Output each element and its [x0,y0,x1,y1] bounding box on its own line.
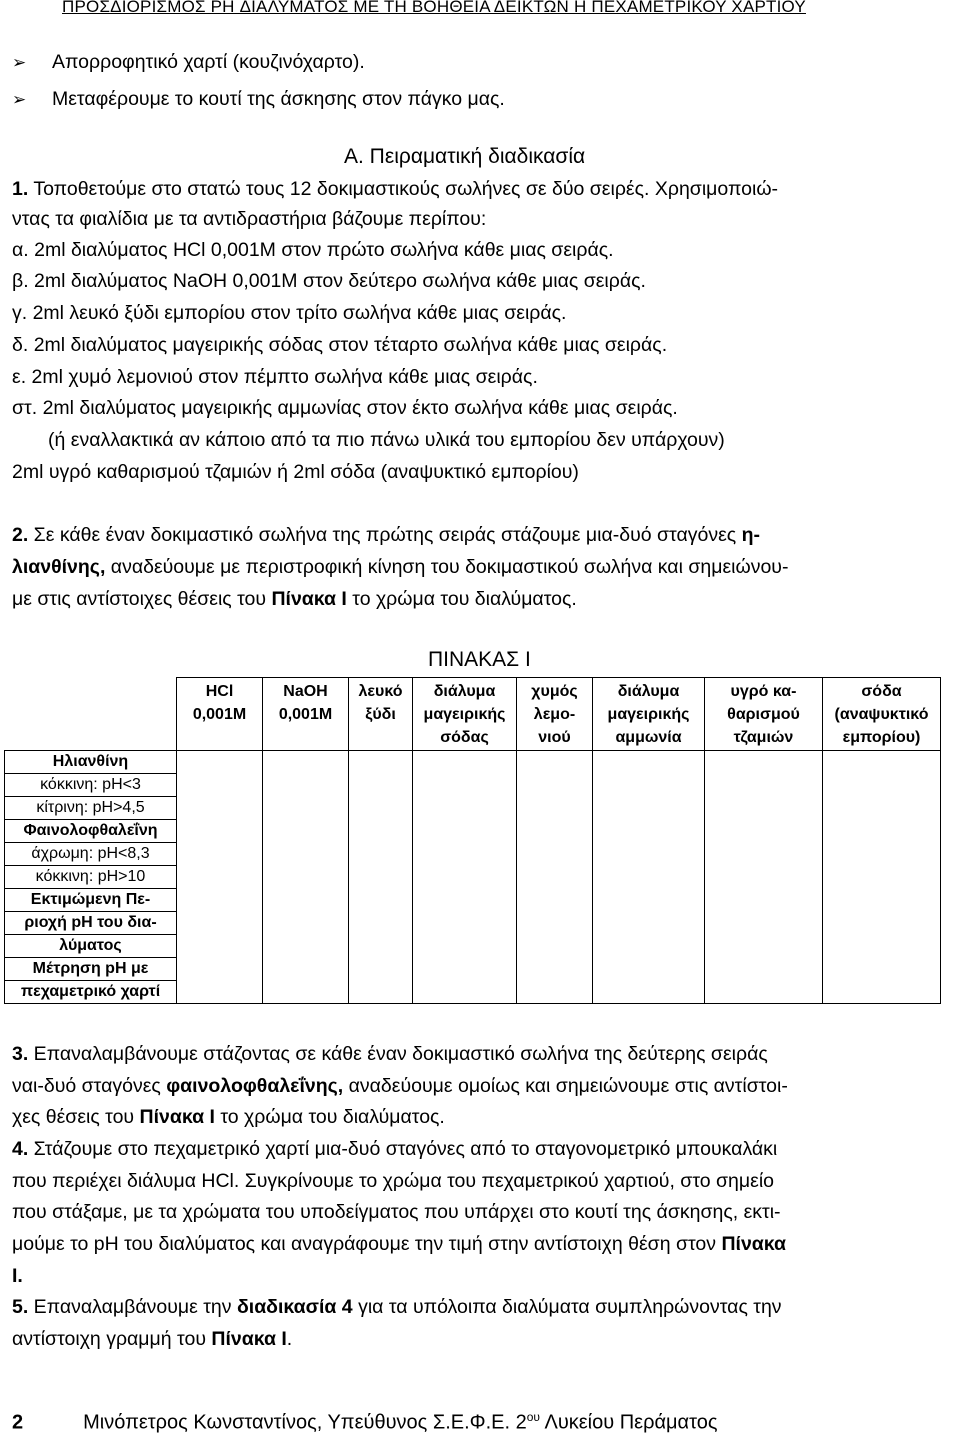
step-text-bold: Πίνακα Ι [271,588,347,610]
table-column-header [705,678,823,751]
page-footer [12,1410,718,1435]
step-number: 4. [12,1138,29,1160]
header-text: χυμός [531,683,578,700]
table-data-cell[interactable] [263,750,349,1003]
header-text: NaOH [283,683,328,700]
step-text: Στάζουμε στο πεχαμετρικό χαρτί μια-δυό σταγόνες από το σταγονομετρικό μπουκαλάκι [28,1138,778,1160]
header-text: HCl [205,683,234,700]
row-label: ριοχή pH του δια- [5,911,177,934]
step-3-line [12,1043,768,1066]
table-data-cell[interactable] [517,750,593,1003]
step-text: . [286,1328,293,1350]
step-1-line: ντας τα φιαλίδια με τα αντιδραστήρια βάζουμε περίπου: [12,208,487,230]
step-text-bold: Πίνακα Ι [211,1328,287,1350]
results-table [4,677,941,1004]
header-text: μαγειρικής [607,706,690,723]
header-text: θαρισμού [727,706,800,723]
step-text: μούμε το pH του διαλύματος και αναγράφουμε την τιμή στην αντίστοιχη θέση στον [12,1233,722,1255]
step-4-line: που στάξαμε, με τα χρώματα του υποδείγματος που υπάρχει στο κουτί της άσκησης, εκτι- [12,1201,781,1223]
step-text: Επαναλαμβάνουμε στάζοντας σε κάθε έναν δοκιμαστικό σωλήνα της δεύτερης σειράς [28,1043,768,1065]
table-row [5,750,941,773]
row-label: λύματος [5,934,177,957]
table-column-header [263,678,349,751]
table-data-cell[interactable] [593,750,705,1003]
footer-superscript: ου [526,1410,540,1424]
bullet-item [12,88,505,111]
step-5-line [12,1328,292,1351]
row-label: Φαινολοφθαλεΐνη [5,819,177,842]
header-text: διάλυμα [433,683,496,700]
bullet-item [12,51,365,74]
alternative-items: 2ml υγρό καθαρισμού τζαμιών ή 2ml σόδα (αναψυκτικό εμπορίου) [12,461,579,483]
step-text: αναδεύουμε ομοίως και σημειώνουμε στις αντίστοι- [343,1075,788,1097]
step-text-bold: διαδικασία 4 [236,1296,353,1318]
table-data-cell[interactable] [705,750,823,1003]
step-number: 3. [12,1043,29,1065]
header-text: λευκό [358,683,403,700]
header-text: τζαμιών [733,729,794,746]
row-label: κίτρινη: pH>4,5 [5,796,177,819]
step-text: το χρώμα του διαλύματος. [346,588,577,610]
table-header-row [5,678,941,751]
step-1-line [12,178,778,201]
table-column-header [177,678,263,751]
header-text: υγρό κα- [730,683,797,700]
header-text: ξύδι [365,706,396,723]
step-3-line [12,1106,445,1129]
step-1-item: στ. 2ml διαλύματος μαγειρικής αμμωνίας στον έκτο σωλήνα κάθε μιας σειράς. [12,397,678,419]
header-text: σόδας [440,729,489,746]
step-1-item: β. 2ml διαλύματος NaOH 0,001M στον δεύτερο σωλήνα κάθε μιας σειράς. [12,270,646,292]
step-2-line [12,524,760,547]
table-column-header [823,678,941,751]
row-label: Εκτιμώμενη Πε- [5,888,177,911]
bullet-text: Απορροφητικό χαρτί (κουζινόχαρτο). [52,51,365,73]
step-5-line [12,1296,782,1319]
step-text-bold: λιανθίνης, [12,556,106,578]
table-data-cell[interactable] [823,750,941,1003]
step-number: 1. [12,178,29,200]
step-text: ναι-δυό σταγόνες [12,1075,167,1097]
header-text: εμπορίου) [842,729,921,746]
step-4-line [12,1138,777,1161]
step-text: Επαναλαμβάνουμε την [28,1296,237,1318]
alternative-note: (ή εναλλακτικά αν κάποιο από τα πιο πάνω υλικά του εμπορίου δεν υπάρχουν) [48,429,725,451]
step-text-bold: Πίνακα [721,1233,786,1255]
table-column-header [349,678,413,751]
step-text: το χρώμα του διαλύματος. [214,1106,445,1128]
table-data-cell[interactable] [413,750,517,1003]
table-column-header [517,678,593,751]
step-1-item: δ. 2ml διαλύματος μαγειρικής σόδας στον τέταρτο σωλήνα κάθε μιας σειράς. [12,334,668,356]
step-text-bold: φαινολοφθαλεΐνης, [166,1075,344,1097]
step-2-line [12,556,788,579]
step-4-line: που περιέχει διάλυμα HCl. Συγκρίνουμε το χρώμα του πεχαμετρικού χαρτιού, στο σημείο [12,1170,775,1192]
header-text: διάλυμα [617,683,680,700]
header-text: 0,001M [278,706,333,723]
row-label: κόκκινη: pH>10 [5,865,177,888]
step-number: 5. [12,1296,29,1318]
step-text: Τοποθετούμε στο στατώ τους 12 δοκιμαστικούς σωλήνες σε δύο σειρές. Χρησιμοποιώ- [28,178,779,200]
step-1-item: γ. 2ml λευκό ξύδι εμπορίου στον τρίτο σωλήνα κάθε μιας σειράς. [12,302,567,324]
table-column-header [593,678,705,751]
row-label: πεχαμετρικό χαρτί [5,980,177,1003]
step-1-item: ε. 2ml χυμό λεμονιού στον πέμπτο σωλήνα κάθε μιας σειράς. [12,366,538,388]
step-number: 2. [12,524,29,546]
header-text: νιού [538,729,571,746]
table-corner-cell [5,678,177,751]
table-data-cell[interactable] [349,750,413,1003]
row-label: Ηλιανθίνη [5,750,177,773]
header-text: αμμωνία [615,729,682,746]
step-text: για τα υπόλοιπα διαλύματα συμπληρώνοντας την [352,1296,782,1318]
footer-school: Λυκείου Περάματος [540,1411,718,1434]
page-number: 2 [12,1411,24,1434]
header-text: μαγειρικής [423,706,506,723]
step-text: χες θέσεις του [12,1106,140,1128]
table-title: ΠΙΝΑΚΑΣ Ι [428,648,531,671]
page-header: ΠΡΟΣΔΙΟΡΙΣΜΟΣ PH ΔΙΑΛΥΜΑΤΟΣ ΜΕ ΤΗ ΒΟΗΘΕΙΑ ΔΕΙΚΤΩΝ Η ΠΕΧΑΜΕΤΡΙΚΟΥ ΧΑΡΤΙΟΥ [62,0,806,16]
row-label: κόκκινη: pH<3 [5,773,177,796]
step-text-bold: η- [741,524,760,546]
step-text: Σε κάθε έναν δοκιμαστικό σωλήνα της πρώτης σειράς στάζουμε μια-δυό σταγόνες [28,524,742,546]
step-text: αντίστοιχη γραμμή του [12,1328,212,1350]
step-3-line [12,1075,788,1098]
row-label: άχρωμη: pH<8,3 [5,842,177,865]
header-text: (αναψυκτικό [834,706,929,723]
header-text: λεμο- [533,706,576,723]
table-data-cell[interactable] [177,750,263,1003]
bullet-text: Μεταφέρουμε το κουτί της άσκησης στον πάγκο μας. [52,88,505,110]
step-2-line [12,588,577,611]
step-4-line: Ι. [12,1265,23,1287]
step-text: αναδεύουμε με περιστροφική κίνηση του δοκιμαστικού σωλήνα και σημειώνου- [105,556,789,578]
arrow-bullet-icon: ➢ [12,53,27,72]
row-label: Μέτρηση pH με [5,957,177,980]
section-title: Α. Πειραματική διαδικασία [344,145,586,168]
arrow-bullet-icon: ➢ [12,90,27,109]
header-text: σόδα [861,683,902,700]
header-text: 0,001M [192,706,247,723]
step-text-bold: Πίνακα Ι [139,1106,215,1128]
step-4-line [12,1233,786,1256]
step-text: με στις αντίστοιχες θέσεις του [12,588,272,610]
table-column-header [413,678,517,751]
step-1-item: α. 2ml διαλύματος HCl 0,001M στον πρώτο σωλήνα κάθε μιας σειράς. [12,239,614,261]
footer-author: Μινόπετρος Κωνσταντίνος, Υπεύθυνος Σ.Ε.Φ.Ε. 2 [83,1411,527,1434]
